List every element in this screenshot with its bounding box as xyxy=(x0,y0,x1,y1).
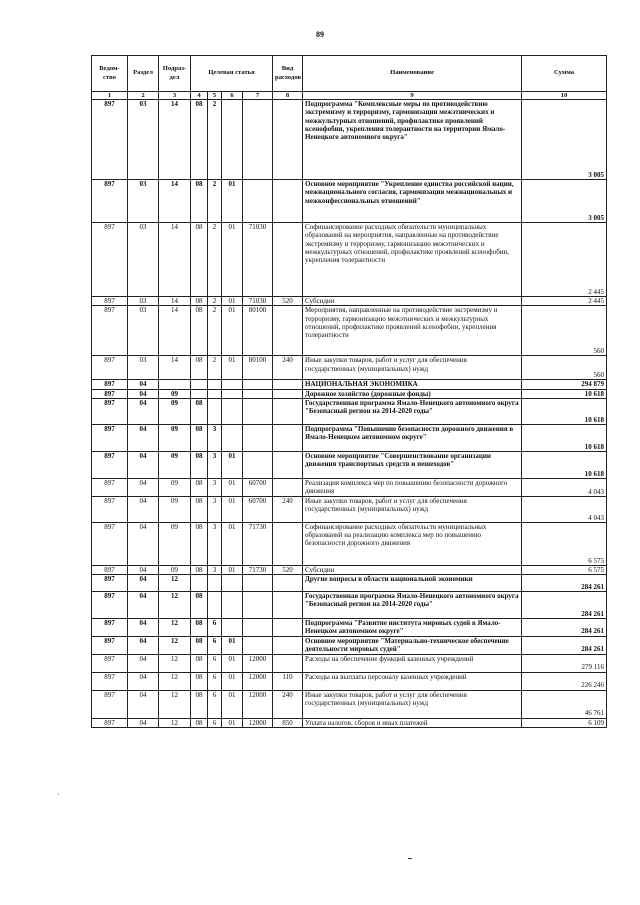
target-event-cell xyxy=(222,424,243,451)
razdel-cell: 04 xyxy=(128,619,159,637)
table-row xyxy=(92,672,607,690)
table-row xyxy=(92,451,607,478)
target-direction-cell: 12000 xyxy=(243,690,273,718)
name-cell: Реализация комплекса мер по повышению безопасности дорожного движения xyxy=(303,478,522,496)
podrazdel-cell: 09 xyxy=(159,398,191,424)
podrazdel-cell: 12 xyxy=(159,575,191,592)
target-subprogram-cell: 6 xyxy=(208,690,222,718)
podrazdel-cell: 09 xyxy=(159,496,191,522)
target-event-cell: 01 xyxy=(222,718,243,727)
sum-cell: 6 109 xyxy=(522,718,607,727)
target-direction-cell xyxy=(243,100,273,180)
target-direction-cell xyxy=(243,424,273,451)
target-program-cell: 08 xyxy=(191,100,208,180)
razdel-cell: 03 xyxy=(128,180,159,223)
podrazdel-cell: 14 xyxy=(159,180,191,223)
target-direction-cell xyxy=(243,636,273,654)
target-direction-cell: 80100 xyxy=(243,306,273,356)
ved-cell: 897 xyxy=(92,718,128,727)
ved-cell: 897 xyxy=(92,690,128,718)
expense-type-cell xyxy=(273,654,303,672)
target-program-cell: 08 xyxy=(191,306,208,356)
ved-cell: 897 xyxy=(92,223,128,297)
sum-cell: 560 xyxy=(522,356,607,380)
name-cell: Субсидии xyxy=(303,565,522,574)
target-subprogram-cell: 2 xyxy=(208,297,222,306)
podrazdel-cell: 12 xyxy=(159,690,191,718)
sum-cell: 2 445 xyxy=(522,297,607,306)
podrazdel-cell: 09 xyxy=(159,522,191,565)
target-program-cell: 08 xyxy=(191,718,208,727)
header-target: Целевая статья xyxy=(191,56,273,92)
column-number: 5 xyxy=(208,92,222,100)
target-subprogram-cell: 2 xyxy=(208,356,222,380)
sum-cell: 3 005 xyxy=(522,180,607,223)
expense-type-cell xyxy=(273,100,303,180)
name-cell: Мероприятия, направленные на противодействие экстремизму и терроризму, гармонизацию межэтнических и межкультурных отношений, профилактике проявлений ксенофобии, укрепления толерантности xyxy=(303,306,522,356)
ved-cell: 897 xyxy=(92,297,128,306)
expense-type-cell: 520 xyxy=(273,565,303,574)
ved-cell: 897 xyxy=(92,565,128,574)
target-direction-cell xyxy=(243,451,273,478)
name-cell: Дорожное хозяйство (дорожные фонды) xyxy=(303,389,522,398)
sum-cell: 6 575 xyxy=(522,522,607,565)
column-number-row xyxy=(92,92,607,100)
target-subprogram-cell: 2 xyxy=(208,306,222,356)
table-row xyxy=(92,180,607,223)
table-row xyxy=(92,592,607,619)
target-subprogram-cell xyxy=(208,398,222,424)
expense-type-cell xyxy=(273,306,303,356)
target-program-cell xyxy=(191,575,208,592)
name-cell: Расходы на выплаты персоналу казенных учреждений xyxy=(303,672,522,690)
column-number: 1 xyxy=(92,92,128,100)
ved-cell: 897 xyxy=(92,522,128,565)
target-direction-cell xyxy=(243,398,273,424)
table-row xyxy=(92,380,607,389)
header-sum: Сумма xyxy=(522,56,607,92)
target-subprogram-cell: 3 xyxy=(208,451,222,478)
sum-cell: 10 618 xyxy=(522,389,607,398)
ved-cell: 897 xyxy=(92,398,128,424)
table-row xyxy=(92,619,607,637)
target-event-cell: 01 xyxy=(222,565,243,574)
name-cell: Уплата налогов, сборов и иных платежей xyxy=(303,718,522,727)
sum-cell: 10 618 xyxy=(522,451,607,478)
name-cell: Основное мероприятие "Материально-техническое обеспечение деятельности мировых судей" xyxy=(303,636,522,654)
column-number: 9 xyxy=(303,92,522,100)
target-event-cell xyxy=(222,100,243,180)
razdel-cell: 04 xyxy=(128,690,159,718)
razdel-cell: 04 xyxy=(128,718,159,727)
ved-cell: 897 xyxy=(92,380,128,389)
name-cell: Иные закупки товаров, работ и услуг для обеспечения государственных (муниципальных) нужд xyxy=(303,690,522,718)
target-event-cell: 01 xyxy=(222,496,243,522)
target-event-cell xyxy=(222,398,243,424)
column-number: 10 xyxy=(522,92,607,100)
target-program-cell: 08 xyxy=(191,592,208,619)
podrazdel-cell: 12 xyxy=(159,654,191,672)
target-subprogram-cell: 6 xyxy=(208,672,222,690)
target-program-cell: 08 xyxy=(191,223,208,297)
podrazdel-cell: 14 xyxy=(159,356,191,380)
table-row xyxy=(92,654,607,672)
target-direction-cell: 71030 xyxy=(243,297,273,306)
expense-type-cell xyxy=(273,380,303,389)
target-direction-cell: 12000 xyxy=(243,654,273,672)
target-event-cell xyxy=(222,619,243,637)
column-number: 6 xyxy=(222,92,243,100)
ved-cell: 897 xyxy=(92,478,128,496)
target-event-cell xyxy=(222,592,243,619)
target-program-cell: 08 xyxy=(191,522,208,565)
ved-cell: 897 xyxy=(92,451,128,478)
name-cell: Основное мероприятие "Совершенствование организации движения транспортных средств и пешеходов" xyxy=(303,451,522,478)
razdel-cell: 04 xyxy=(128,575,159,592)
name-cell: Подпрограмма "Развитие института мировых судей в Ямало-Ненецком автономном округе" xyxy=(303,619,522,637)
razdel-cell: 04 xyxy=(128,380,159,389)
target-subprogram-cell: 2 xyxy=(208,223,222,297)
target-subprogram-cell xyxy=(208,380,222,389)
target-event-cell: 01 xyxy=(222,478,243,496)
target-program-cell: 08 xyxy=(191,619,208,637)
page-number: 89 xyxy=(316,30,324,39)
podrazdel-cell: 09 xyxy=(159,389,191,398)
podrazdel-cell: 09 xyxy=(159,424,191,451)
target-program-cell: 08 xyxy=(191,356,208,380)
razdel-cell: 03 xyxy=(128,297,159,306)
podrazdel-cell: 12 xyxy=(159,592,191,619)
expense-type-cell xyxy=(273,575,303,592)
target-program-cell: 08 xyxy=(191,636,208,654)
target-event-cell: 01 xyxy=(222,636,243,654)
name-cell: Софинансирование расходных обязательств муниципальных образований на реализацию комплекса мер по повышению безопасности дорожного движения xyxy=(303,522,522,565)
expense-type-cell: 240 xyxy=(273,690,303,718)
sum-cell: 284 261 xyxy=(522,592,607,619)
ved-cell: 897 xyxy=(92,636,128,654)
target-program-cell: 08 xyxy=(191,565,208,574)
sum-cell: 10 618 xyxy=(522,398,607,424)
ved-cell: 897 xyxy=(92,496,128,522)
table-row xyxy=(92,575,607,592)
target-event-cell: 01 xyxy=(222,690,243,718)
podrazdel-cell: 14 xyxy=(159,100,191,180)
target-direction-cell xyxy=(243,389,273,398)
table-row xyxy=(92,522,607,565)
sum-cell: 10 618 xyxy=(522,424,607,451)
target-subprogram-cell xyxy=(208,575,222,592)
target-program-cell xyxy=(191,380,208,389)
podrazdel-cell: 14 xyxy=(159,306,191,356)
header-podrazdel: Подраз-дел xyxy=(159,56,191,92)
table-row xyxy=(92,100,607,180)
target-direction-cell xyxy=(243,180,273,223)
target-program-cell: 08 xyxy=(191,654,208,672)
column-number: 8 xyxy=(273,92,303,100)
column-number: 3 xyxy=(159,92,191,100)
target-subprogram-cell: 6 xyxy=(208,636,222,654)
expense-type-cell: 520 xyxy=(273,297,303,306)
target-program-cell: 08 xyxy=(191,672,208,690)
razdel-cell: 03 xyxy=(128,356,159,380)
table-row xyxy=(92,636,607,654)
table-row xyxy=(92,496,607,522)
razdel-cell: 04 xyxy=(128,654,159,672)
name-cell: Иные закупки товаров, работ и услуг для обеспечения государственных (муниципальных) нужд xyxy=(303,356,522,380)
target-program-cell: 08 xyxy=(191,690,208,718)
target-direction-cell: 12000 xyxy=(243,672,273,690)
sum-cell: 284 261 xyxy=(522,636,607,654)
target-subprogram-cell: 2 xyxy=(208,180,222,223)
target-program-cell xyxy=(191,389,208,398)
ved-cell: 897 xyxy=(92,100,128,180)
expense-type-cell: 110 xyxy=(273,672,303,690)
podrazdel-cell: 09 xyxy=(159,451,191,478)
target-program-cell: 08 xyxy=(191,451,208,478)
table-row xyxy=(92,306,607,356)
podrazdel-cell: 12 xyxy=(159,672,191,690)
razdel-cell: 04 xyxy=(128,672,159,690)
target-event-cell: 01 xyxy=(222,654,243,672)
target-program-cell: 08 xyxy=(191,398,208,424)
target-subprogram-cell xyxy=(208,592,222,619)
sum-cell: 4 043 xyxy=(522,478,607,496)
podrazdel-cell: 09 xyxy=(159,565,191,574)
target-event-cell: 01 xyxy=(222,672,243,690)
target-program-cell: 08 xyxy=(191,180,208,223)
ved-cell: 897 xyxy=(92,180,128,223)
target-subprogram-cell: 3 xyxy=(208,522,222,565)
expense-type-cell xyxy=(273,478,303,496)
expense-type-cell xyxy=(273,398,303,424)
table-row xyxy=(92,297,607,306)
target-subprogram-cell xyxy=(208,389,222,398)
sum-cell: 2 445 xyxy=(522,223,607,297)
razdel-cell: 04 xyxy=(128,636,159,654)
razdel-cell: 04 xyxy=(128,478,159,496)
podrazdel-cell: 09 xyxy=(159,478,191,496)
sum-cell: 294 879 xyxy=(522,380,607,389)
sum-cell: 3 005 xyxy=(522,100,607,180)
target-event-cell xyxy=(222,380,243,389)
razdel-cell: 03 xyxy=(128,223,159,297)
target-direction-cell xyxy=(243,592,273,619)
table-row xyxy=(92,424,607,451)
podrazdel-cell: 14 xyxy=(159,297,191,306)
target-direction-cell: 60700 xyxy=(243,496,273,522)
ved-cell: 897 xyxy=(92,389,128,398)
table-row xyxy=(92,398,607,424)
razdel-cell: 03 xyxy=(128,100,159,180)
razdel-cell: 04 xyxy=(128,565,159,574)
expense-type-cell xyxy=(273,424,303,451)
table-row xyxy=(92,389,607,398)
ved-cell: 897 xyxy=(92,424,128,451)
expense-type-cell xyxy=(273,223,303,297)
razdel-cell: 04 xyxy=(128,398,159,424)
target-event-cell xyxy=(222,389,243,398)
podrazdel-cell: 12 xyxy=(159,619,191,637)
expense-type-cell xyxy=(273,522,303,565)
target-event-cell: 01 xyxy=(222,180,243,223)
sum-cell: 46 761 xyxy=(522,690,607,718)
target-event-cell: 01 xyxy=(222,356,243,380)
budget-table xyxy=(91,55,607,728)
target-subprogram-cell: 3 xyxy=(208,424,222,451)
header-vid: Вид расходов xyxy=(273,56,303,92)
name-cell: Подпрограмма "Комплексные меры по противодействию экстремизму и терроризму, гармонизации межэтнических и межкультурных отношений, профилактике проявлений ксенофобии, укрепления толерантности на территории Ямало-Ненецкого автономного округа" xyxy=(303,100,522,180)
name-cell: Софинансирование расходных обязательств муниципальных образований на мероприятия, направленные на противодействие экстремизму и терроризму, гармонизацию межэтнических и межкультурных отношений, профилактике проявлений ксенофобии, укрепления толерантности xyxy=(303,223,522,297)
ved-cell: 897 xyxy=(92,306,128,356)
header-name: Наименование xyxy=(303,56,522,92)
table-row xyxy=(92,478,607,496)
target-program-cell: 08 xyxy=(191,478,208,496)
ved-cell: 897 xyxy=(92,672,128,690)
razdel-cell: 04 xyxy=(128,451,159,478)
table-row xyxy=(92,718,607,727)
header-ved: Ведом-ство xyxy=(92,56,128,92)
name-cell: Основное мероприятие "Укрепление единства российской нации, межнационального согласия, гармонизация межнациональных и межконфессиональных отношений" xyxy=(303,180,522,223)
target-event-cell xyxy=(222,575,243,592)
table-row xyxy=(92,223,607,297)
target-direction-cell xyxy=(243,619,273,637)
sum-cell: 6 575 xyxy=(522,565,607,574)
expense-type-cell: 240 xyxy=(273,356,303,380)
podrazdel-cell xyxy=(159,380,191,389)
target-event-cell: 01 xyxy=(222,306,243,356)
margin-dash xyxy=(408,858,412,859)
target-subprogram-cell: 2 xyxy=(208,100,222,180)
expense-type-cell xyxy=(273,636,303,654)
podrazdel-cell: 12 xyxy=(159,718,191,727)
table-row xyxy=(92,356,607,380)
table-row xyxy=(92,690,607,718)
razdel-cell: 04 xyxy=(128,592,159,619)
target-event-cell: 01 xyxy=(222,297,243,306)
expense-type-cell: 240 xyxy=(273,496,303,522)
sum-cell: 560 xyxy=(522,306,607,356)
sum-cell: 226 246 xyxy=(522,672,607,690)
target-direction-cell: 71730 xyxy=(243,565,273,574)
column-number: 2 xyxy=(128,92,159,100)
name-cell: Другие вопросы в области национальной экономики xyxy=(303,575,522,592)
expense-type-cell xyxy=(273,592,303,619)
target-direction-cell: 71730 xyxy=(243,522,273,565)
expense-type-cell xyxy=(273,451,303,478)
margin-mark: · xyxy=(57,790,60,799)
table-body xyxy=(92,56,607,728)
sum-cell: 279 116 xyxy=(522,654,607,672)
table-row xyxy=(92,565,607,574)
razdel-cell: 04 xyxy=(128,496,159,522)
name-cell: НАЦИОНАЛЬНАЯ ЭКОНОМИКА xyxy=(303,380,522,389)
target-subprogram-cell: 6 xyxy=(208,654,222,672)
target-program-cell: 08 xyxy=(191,424,208,451)
target-subprogram-cell: 6 xyxy=(208,718,222,727)
target-program-cell: 08 xyxy=(191,297,208,306)
ved-cell: 897 xyxy=(92,356,128,380)
name-cell: Расходы на обеспечение функций казенных учреждений xyxy=(303,654,522,672)
name-cell: Государственная программа Ямало-Ненецкого автономного округа "Безопасный регион на 2014-2020 годы" xyxy=(303,592,522,619)
ved-cell: 897 xyxy=(92,592,128,619)
target-subprogram-cell: 3 xyxy=(208,565,222,574)
target-event-cell: 01 xyxy=(222,451,243,478)
expense-type-cell: 850 xyxy=(273,718,303,727)
sum-cell: 4 043 xyxy=(522,496,607,522)
podrazdel-cell: 12 xyxy=(159,636,191,654)
target-program-cell: 08 xyxy=(191,496,208,522)
target-subprogram-cell: 6 xyxy=(208,619,222,637)
sum-cell: 284 261 xyxy=(522,575,607,592)
razdel-cell: 04 xyxy=(128,389,159,398)
header-razdel: Раздел xyxy=(128,56,159,92)
name-cell: Субсидии xyxy=(303,297,522,306)
sum-cell: 284 261 xyxy=(522,619,607,637)
name-cell: Иные закупки товаров, работ и услуг для обеспечения государственных (муниципальных) нужд xyxy=(303,496,522,522)
target-event-cell: 01 xyxy=(222,223,243,297)
razdel-cell: 04 xyxy=(128,522,159,565)
column-number: 7 xyxy=(243,92,273,100)
target-direction-cell xyxy=(243,380,273,389)
target-direction-cell xyxy=(243,575,273,592)
target-direction-cell: 71030 xyxy=(243,223,273,297)
target-direction-cell: 60700 xyxy=(243,478,273,496)
podrazdel-cell: 14 xyxy=(159,223,191,297)
target-direction-cell: 80100 xyxy=(243,356,273,380)
razdel-cell: 04 xyxy=(128,424,159,451)
expense-type-cell xyxy=(273,180,303,223)
expense-type-cell xyxy=(273,389,303,398)
target-subprogram-cell: 3 xyxy=(208,478,222,496)
razdel-cell: 03 xyxy=(128,306,159,356)
header-row xyxy=(92,56,607,92)
ved-cell: 897 xyxy=(92,575,128,592)
column-number: 4 xyxy=(191,92,208,100)
ved-cell: 897 xyxy=(92,619,128,637)
target-event-cell: 01 xyxy=(222,522,243,565)
ved-cell: 897 xyxy=(92,654,128,672)
target-direction-cell: 12000 xyxy=(243,718,273,727)
target-subprogram-cell: 3 xyxy=(208,496,222,522)
name-cell: Государственная программа Ямало-Ненецкого автономного округа "Безопасный регион на 2014-2020 годы" xyxy=(303,398,522,424)
name-cell: Подпрограмма "Повышение безопасности дорожного движения в Ямало-Ненецком автономном округе" xyxy=(303,424,522,451)
expense-type-cell xyxy=(273,619,303,637)
